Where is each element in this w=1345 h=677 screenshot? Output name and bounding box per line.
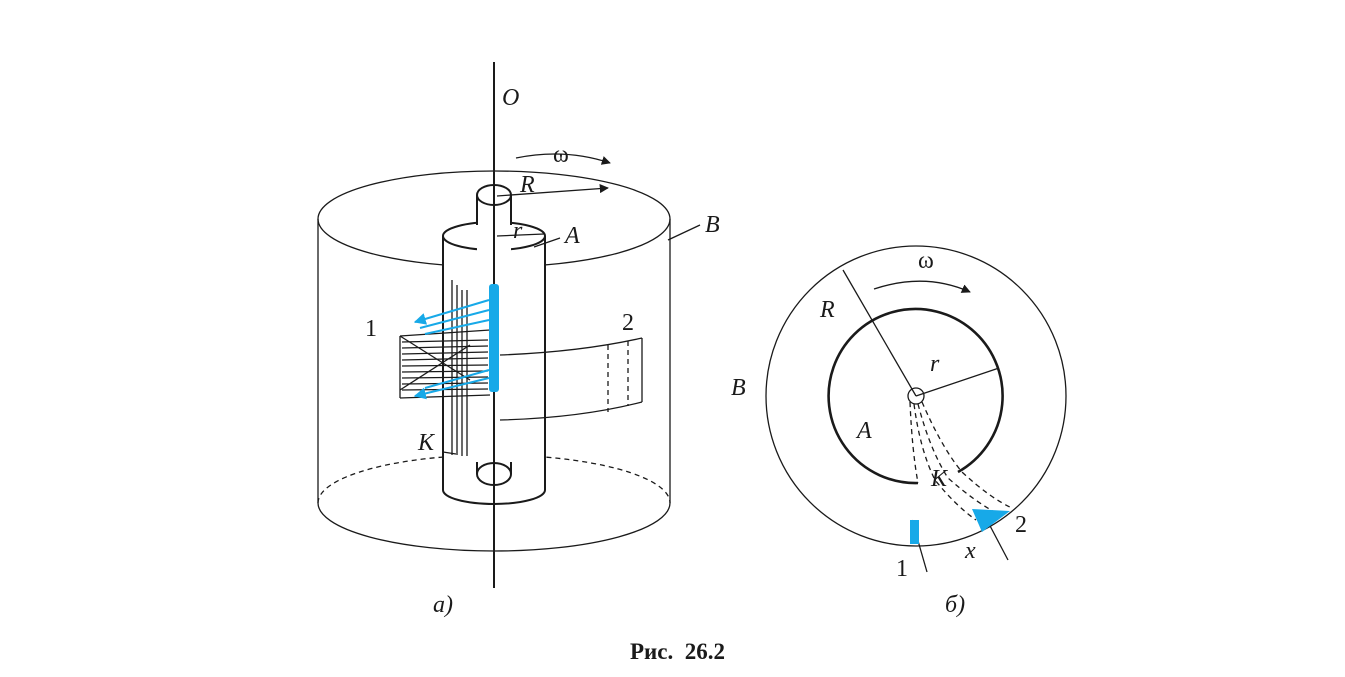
radius-r-label: r — [513, 218, 523, 244]
axis-label-O: O — [502, 85, 520, 111]
spot-1 — [910, 520, 919, 544]
cylinder-B-label: B — [705, 212, 720, 238]
spot-1-label: 1 — [896, 556, 908, 582]
band-1-label: 1 — [365, 316, 377, 342]
radius-R-label: R — [520, 172, 535, 198]
omega-arrow-b — [874, 281, 970, 292]
slit-K-label-b: K — [931, 466, 948, 492]
radius-r-label-b: r — [930, 351, 940, 377]
label-A-b: A — [857, 418, 872, 444]
band-2-label: 2 — [622, 310, 634, 336]
shift-x-label: x — [965, 538, 976, 564]
spot-2-label: 2 — [1015, 512, 1027, 538]
sublabel-b: б) — [945, 592, 966, 618]
omega-label: ω — [553, 142, 569, 168]
radius-R-label-b: R — [820, 297, 835, 323]
cylinder-A-label: A — [565, 223, 580, 249]
label-B-leader — [668, 225, 700, 240]
sublabel-a: а) — [433, 592, 453, 618]
slit-K-label: K — [418, 430, 435, 456]
radius-R-arrow — [497, 188, 608, 196]
label-B-b: B — [731, 375, 746, 401]
radius-r-line — [916, 368, 999, 396]
diagram-b — [731, 246, 1066, 618]
omega-label-b: ω — [918, 248, 934, 274]
diagram-a — [318, 62, 720, 618]
spot-2-leader — [988, 522, 1008, 560]
dashed-trajectories — [910, 402, 1012, 520]
figure-caption: Рис. 26.2 — [630, 639, 726, 664]
